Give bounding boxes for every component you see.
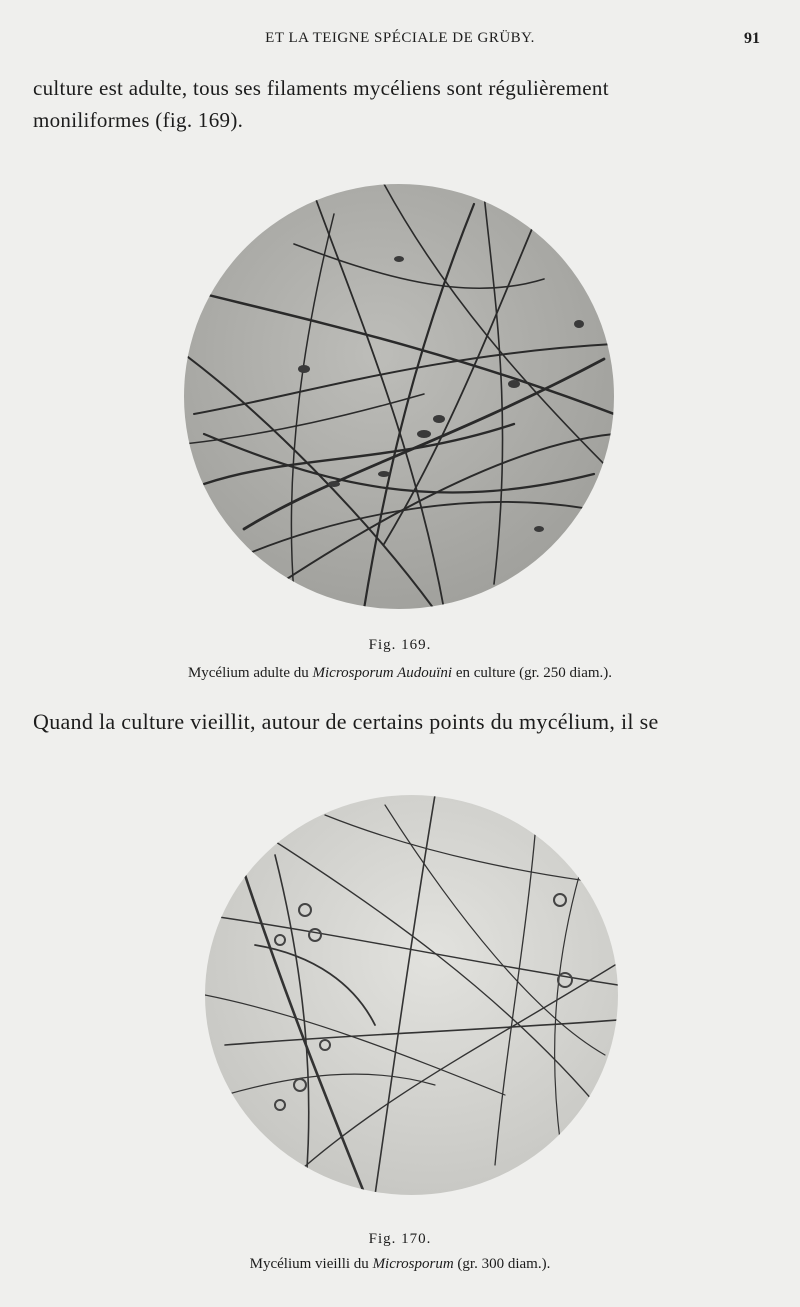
paragraph-line: moniliformes (fig. 169). xyxy=(33,108,244,132)
micrograph-image xyxy=(205,795,618,1195)
running-head xyxy=(0,30,800,54)
caption-text: Mycélium vieilli du xyxy=(249,1256,373,1272)
paragraph-line: culture est adulte, tous ses filaments mycéliens sont régulièrement xyxy=(33,76,609,100)
caption-text: Mycélium adulte du xyxy=(187,665,313,681)
figure-label: Fig. 170. xyxy=(368,1231,432,1247)
paragraph-continued xyxy=(33,72,763,136)
figure-caption xyxy=(0,1256,800,1273)
micrograph-image xyxy=(184,184,614,609)
caption-text: (gr. 300 diam.). xyxy=(453,1256,551,1272)
paragraph: Quand la culture vieillit, autour de certains points du mycélium, il se xyxy=(33,709,659,734)
figure-label: Fig. 169. xyxy=(368,637,432,653)
figure-caption xyxy=(0,665,800,682)
micrograph-fig-169 xyxy=(184,184,614,609)
caption-species: Microsporum Audouïni xyxy=(312,665,453,681)
caption-species: Microsporum xyxy=(372,1256,454,1272)
micrograph-fig-170 xyxy=(205,795,618,1195)
caption-text: en culture (gr. 250 diam.). xyxy=(452,665,613,681)
page-number: 91 xyxy=(744,30,760,47)
running-title: ET LA TEIGNE SPÉCIALE DE GRÜBY. xyxy=(265,30,535,46)
